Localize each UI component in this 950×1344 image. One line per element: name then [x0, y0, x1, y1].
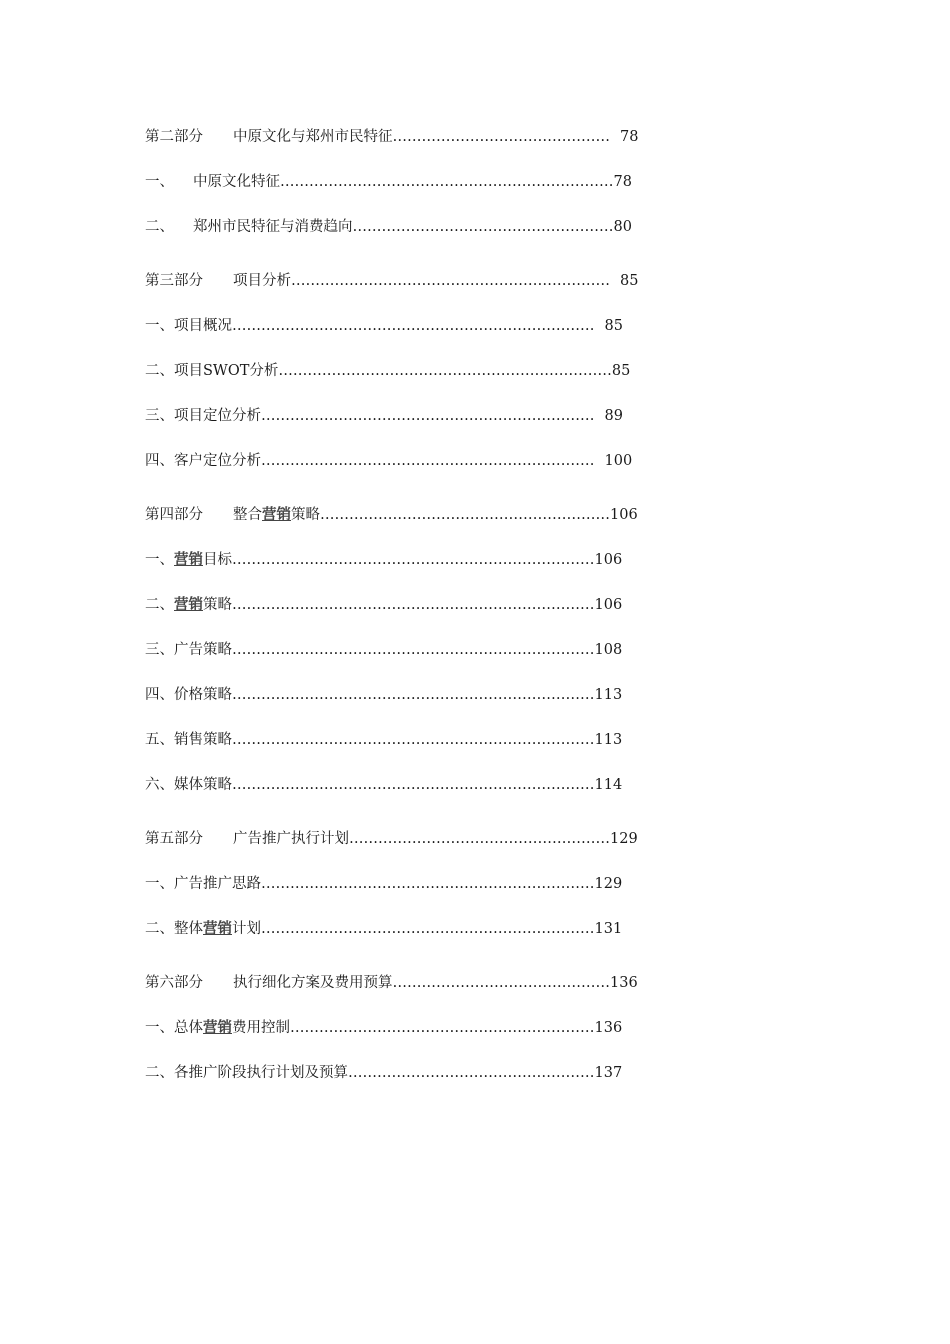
- toc-page-number: 85: [611, 363, 631, 379]
- toc-leader-dots: ………………………………………………………: [290, 1020, 595, 1036]
- toc-leader-dots: …………………………………………………………: [291, 273, 610, 289]
- toc-entry-text: [145, 507, 638, 523]
- toc-page-number: 114: [594, 777, 623, 793]
- toc-entry-label: 第四部分: [145, 507, 203, 523]
- toc-highlight-term: 营销: [203, 1019, 232, 1036]
- toc-entry-title: [174, 684, 232, 706]
- toc-title-text: 广告推广思路: [174, 876, 261, 892]
- toc-page-number: 113: [594, 687, 623, 703]
- toc-entry-label: 二、: [145, 219, 174, 235]
- toc-page-number: 131: [594, 921, 623, 937]
- toc-entry-label: 三、: [145, 642, 174, 658]
- toc-entry-text: [145, 408, 623, 424]
- toc-entry-title: [174, 774, 232, 796]
- toc-entry-label: 三、: [145, 408, 174, 424]
- toc-page-number: 108: [594, 642, 623, 658]
- toc-entry-text: [145, 273, 638, 289]
- toc-title-text: 广告策略: [174, 642, 232, 658]
- toc-entry-title: [174, 549, 232, 571]
- toc-leader-dots: …………………………………………………………………: [232, 687, 595, 703]
- toc-part-heading[interactable]: [145, 972, 645, 994]
- toc-highlight-term: 营销: [262, 506, 291, 523]
- toc-entry[interactable]: [145, 729, 645, 751]
- toc-title-text: 执行细化方案及费用预算: [233, 975, 393, 991]
- toc-entry-text: [145, 732, 622, 748]
- toc-page-number: 78: [620, 129, 639, 145]
- toc-leader-dots: ……………………………………………: [348, 1065, 595, 1081]
- toc-entry-label: 二、: [145, 1065, 174, 1081]
- toc-entry[interactable]: [145, 918, 645, 940]
- toc-entry-text: [145, 975, 638, 991]
- toc-title-text: 中原文化特征: [193, 174, 280, 190]
- toc-leader-dots: ………………………………………………: [352, 219, 614, 235]
- toc-title-text: 项目概况: [174, 318, 232, 334]
- toc-title-suffix: 计划: [232, 921, 261, 937]
- toc-page-number: 106: [594, 597, 623, 613]
- toc-entry-label: 二、: [145, 921, 174, 937]
- toc-entry[interactable]: [145, 450, 645, 472]
- toc-entry-label: 第六部分: [145, 975, 203, 991]
- toc-entry-title: [174, 918, 261, 940]
- toc-title-text: 整体: [174, 921, 203, 937]
- toc-entry[interactable]: [145, 315, 645, 337]
- toc-entry-label: 一、: [145, 876, 174, 892]
- toc-title-text: 项目定位分析: [174, 408, 261, 424]
- toc-entry-text: [145, 1020, 622, 1036]
- toc-entry-title: [174, 1062, 348, 1084]
- toc-page-number: 89: [604, 408, 623, 424]
- toc-entry[interactable]: [145, 360, 645, 382]
- toc-entry-label: 二、: [145, 363, 174, 379]
- toc-page-number: 137: [594, 1065, 623, 1081]
- toc-entry-text: [145, 687, 622, 703]
- toc-leader-dots: ……………………………………………………………: [261, 453, 595, 469]
- toc-entry-text: [145, 597, 622, 613]
- toc-entry-text: [145, 642, 622, 658]
- toc-entry-label: 一、: [145, 318, 174, 334]
- toc-entry-text: [145, 318, 623, 334]
- toc-title-text: 价格策略: [174, 687, 232, 703]
- toc-entry-text: [145, 219, 632, 235]
- toc-entry-text: [145, 174, 632, 190]
- toc-page-number: 129: [594, 876, 623, 892]
- toc-entry[interactable]: [145, 1017, 645, 1039]
- toc-title-suffix: 目标: [203, 552, 232, 568]
- toc-entry[interactable]: [145, 1062, 645, 1084]
- toc-entry-title: [174, 450, 261, 472]
- toc-entry-label: 第二部分: [145, 129, 203, 145]
- toc-entry-label: 五、: [145, 732, 174, 748]
- toc-leader-dots: …………………………………………………………………: [232, 642, 595, 658]
- toc-entry-title: [174, 729, 232, 751]
- toc-leader-dots: ……………………………………………………………: [261, 876, 595, 892]
- toc-entry[interactable]: [145, 873, 645, 895]
- toc-entry-title: [174, 1017, 290, 1039]
- toc-leader-dots: ……………………………………………………………: [261, 921, 595, 937]
- toc-leader-dots: …………………………………………………………………: [232, 597, 595, 613]
- toc-entry-title: [233, 126, 393, 148]
- toc-highlight-term: 营销: [174, 551, 203, 568]
- toc-highlight-term: 营销: [203, 920, 232, 937]
- toc-page-number: 85: [620, 273, 639, 289]
- toc-leader-dots: ……………………………………………………………: [278, 363, 612, 379]
- toc-entry-title: [233, 504, 320, 526]
- toc-highlight-term: 营销: [174, 596, 203, 613]
- toc-part-heading[interactable]: [145, 504, 645, 526]
- toc-entry-text: [145, 363, 630, 379]
- toc-title-text: 总体: [174, 1020, 203, 1036]
- toc-entry-label: 二、: [145, 597, 174, 613]
- toc-entry-title: [174, 405, 261, 427]
- toc-entry-text: [145, 777, 622, 793]
- table-of-contents: [145, 126, 645, 1084]
- toc-leader-dots: ……………………………………………………………: [280, 174, 614, 190]
- toc-page-number: 106: [594, 552, 623, 568]
- toc-entry-title: [174, 594, 232, 616]
- toc-page-number: 129: [610, 831, 638, 847]
- toc-page-number: 100: [604, 453, 633, 469]
- toc-entry-label: 第五部分: [145, 831, 203, 847]
- toc-leader-dots: ……………………………………………………………: [261, 408, 595, 424]
- toc-title-text: 项目分析: [233, 273, 291, 289]
- toc-entry[interactable]: [145, 774, 645, 796]
- toc-leader-dots: ………………………………………: [392, 129, 610, 145]
- toc-leader-dots: …………………………………………………………………: [232, 777, 595, 793]
- toc-entry-text: [145, 129, 638, 145]
- toc-page-number: 106: [610, 507, 638, 523]
- toc-entry-title: [233, 828, 349, 850]
- toc-entry-title: [174, 873, 261, 895]
- toc-part-heading[interactable]: [145, 270, 645, 292]
- toc-title-text: 销售策略: [174, 732, 232, 748]
- toc-title-suffix: 策略: [291, 507, 320, 523]
- toc-part-heading[interactable]: [145, 828, 645, 850]
- toc-entry-text: [145, 921, 622, 937]
- toc-page-number: 136: [594, 1020, 623, 1036]
- toc-title-text: 项目SWOT分析: [174, 363, 279, 379]
- toc-entry[interactable]: [145, 549, 645, 571]
- toc-entry[interactable]: [145, 171, 645, 193]
- toc-leader-dots: ………………………………………………: [349, 831, 610, 847]
- toc-leader-dots: …………………………………………………………………: [232, 552, 595, 568]
- toc-entry[interactable]: [145, 405, 645, 427]
- toc-entry-title: [193, 171, 280, 193]
- toc-entry-label: 六、: [145, 777, 174, 793]
- toc-title-text: 媒体策略: [174, 777, 232, 793]
- toc-entry-text: [145, 831, 638, 847]
- toc-leader-dots: …………………………………………………………………: [232, 318, 595, 334]
- toc-title-text: 各推广阶段执行计划及预算: [174, 1065, 348, 1081]
- toc-entry-text: [145, 453, 632, 469]
- toc-leader-dots: …………………………………………………………………: [232, 732, 595, 748]
- toc-entry-title: [174, 639, 232, 661]
- toc-page-number: 78: [613, 174, 632, 190]
- toc-leader-dots: ………………………………………: [392, 975, 610, 991]
- toc-entry-label: 四、: [145, 453, 174, 469]
- toc-entry[interactable]: [145, 684, 645, 706]
- toc-entry-title: [174, 315, 232, 337]
- toc-page-number: 113: [594, 732, 623, 748]
- toc-entry-text: [145, 1065, 622, 1081]
- toc-entry[interactable]: [145, 639, 645, 661]
- toc-entry-label: 第三部分: [145, 273, 203, 289]
- toc-entry-title: [174, 360, 278, 382]
- toc-part-heading[interactable]: [145, 126, 645, 148]
- toc-title-text: 郑州市民特征与消费趋向: [193, 219, 353, 235]
- toc-title-text: 客户定位分析: [174, 453, 261, 469]
- toc-entry-label: 一、: [145, 1020, 174, 1036]
- toc-entry-title: [233, 972, 393, 994]
- toc-page-number: 136: [610, 975, 638, 991]
- toc-entry-title: [233, 270, 291, 292]
- toc-entry-text: [145, 552, 622, 568]
- toc-title-suffix: 费用控制: [232, 1020, 290, 1036]
- toc-leader-dots: ……………………………………………………: [320, 507, 610, 523]
- toc-entry-label: 一、: [145, 552, 174, 568]
- toc-title-text: 广告推广执行计划: [233, 831, 349, 847]
- toc-entry[interactable]: [145, 594, 645, 616]
- toc-title-suffix: 策略: [203, 597, 232, 613]
- toc-page-number: 80: [613, 219, 632, 235]
- toc-page-number: 85: [604, 318, 623, 334]
- toc-title-text: 中原文化与郑州市民特征: [233, 129, 393, 145]
- toc-entry-title: [193, 216, 353, 238]
- toc-entry-label: 一、: [145, 174, 174, 190]
- toc-entry-label: 四、: [145, 687, 174, 703]
- toc-entry-text: [145, 876, 622, 892]
- toc-title-text: 整合: [233, 507, 262, 523]
- toc-entry[interactable]: [145, 216, 645, 238]
